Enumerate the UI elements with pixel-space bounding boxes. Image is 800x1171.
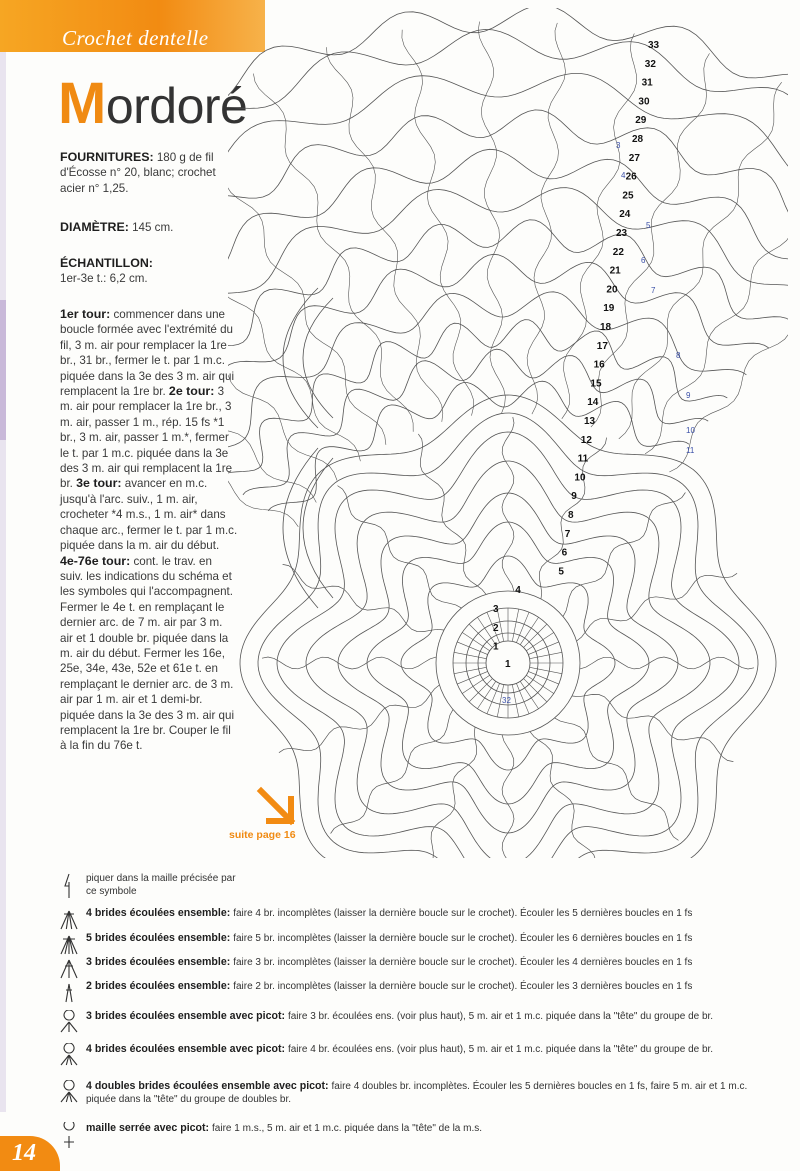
diagram-stitch-line — [526, 632, 553, 650]
diagram-stitch-line — [502, 417, 514, 591]
two-trebles-icon — [58, 980, 80, 1008]
echantillon-label: ÉCHANTILLON: — [60, 256, 153, 270]
legend-item — [58, 1010, 778, 1038]
round-number: 25 — [622, 190, 634, 202]
chain-count-label: 6 — [641, 256, 646, 265]
round-number: 3 — [493, 604, 499, 615]
round-number: 17 — [596, 340, 608, 352]
round-number: 28 — [632, 134, 644, 145]
crochet-diagram — [228, 8, 788, 858]
round2-label: 2e tour: — [168, 384, 215, 399]
legend-description: piquer dans la maille précisée par ce symbole — [86, 873, 236, 897]
page-title — [58, 70, 247, 137]
diagram-stitch-line — [462, 675, 489, 693]
diagram-stitch-line — [591, 53, 710, 427]
round3-text: avancer en m.c. jusqu'à l'arc. suiv., 1 m. air, crocheter *4 m.s., 1 m. air* dans chaque arc., fermer le t. par 1 m.c. piquée dans la m. air du début. — [60, 477, 238, 553]
page-edge — [0, 52, 6, 1112]
legend-description: faire 3 br. écoulées ens. (voir plus haut), 5 m. air et 1 m.c. piquée dans la "tête" du groupe de br. — [287, 1011, 714, 1022]
legend-description: faire 4 br. écoulées ens. (voir plus haut), 5 m. air et 1 m.c. piquée dans la "tête" du groupe de br. — [287, 1044, 714, 1055]
legend-item — [58, 1080, 778, 1108]
diagram-stitch-line — [520, 617, 538, 644]
diagram-stitch-line — [279, 685, 439, 753]
title-rest: ordoré — [105, 78, 248, 134]
round-number: 10 — [574, 472, 586, 484]
diagram-stitch-line — [563, 493, 685, 617]
round-number: 11 — [577, 453, 589, 465]
legend-title: 4 brides écoulées ensemble avec picot: — [86, 1043, 288, 1055]
legend-text — [86, 956, 776, 969]
instructions-block — [60, 307, 238, 754]
diagram-stitch-line — [228, 73, 788, 344]
chain-count-label: 9 — [686, 391, 691, 400]
round-number: 18 — [600, 322, 612, 333]
center-stitch-count: 32 — [502, 696, 511, 705]
echantillon-text: 1er-3e t.: 6,2 cm. — [60, 272, 148, 286]
round-number: 23 — [616, 228, 628, 239]
legend-text — [86, 1010, 776, 1023]
round1-text: commencer dans une boucle formée avec l'extrémité du fil, 3 m. air pour remplacer la 1re br., 31 br., fermer le t. par 1 m.c. piquée dans la 3e des 3 m. air qui remplacent la 1re br. — [60, 308, 235, 399]
diagram-stitch-line — [228, 188, 788, 407]
diagram-stitch-line — [418, 434, 486, 594]
diagram-stitch-line — [502, 735, 514, 858]
page-number-tab — [0, 1136, 60, 1171]
round-number: 21 — [609, 265, 621, 277]
diagram-stitch-line — [528, 671, 558, 684]
diagram-stitch-line — [572, 694, 733, 761]
diagram-stitch-line — [331, 710, 453, 834]
legend-text — [86, 872, 246, 898]
diagram-stitch-line — [577, 573, 737, 641]
legend-title: 2 brides écoulées ensemble: — [86, 980, 234, 992]
legend-description: faire 4 br. incomplètes (laisser la dernière boucle sur le crochet). Écouler les 5 dernières boucles en 1 fs — [233, 908, 693, 919]
round-number: 13 — [584, 416, 596, 427]
round-number: 30 — [638, 96, 650, 108]
three-trebles-picot-icon — [58, 1010, 80, 1038]
diagram-stitch-line — [268, 381, 689, 511]
diagram-stitch-line — [524, 679, 547, 702]
diametre-label: DIAMÈTRE: — [60, 220, 129, 234]
diagram-stitch-line — [477, 681, 495, 708]
diagram-stitch-line — [283, 564, 444, 631]
legend-item — [58, 1043, 778, 1071]
legend-text — [86, 932, 776, 945]
diagram-stitch-line — [253, 74, 413, 432]
round-number: 31 — [641, 77, 653, 89]
diagram-stitch-line — [526, 675, 553, 693]
diagram-stitch-line — [228, 320, 727, 479]
diagram-stitch-line — [530, 652, 562, 658]
round-number: 14 — [587, 397, 599, 409]
title-initial: M — [58, 71, 106, 136]
diametre-block — [60, 220, 238, 235]
diagram-stitch-line — [228, 324, 298, 527]
legend-item — [58, 1122, 778, 1150]
chain-count-label: 4 — [621, 171, 626, 180]
legend-item — [58, 907, 778, 935]
legend-title: 3 brides écoulées ensemble avec picot: — [86, 1010, 288, 1022]
diagram-stitch-line — [512, 685, 518, 717]
round-number: 15 — [590, 378, 602, 390]
legend-description: faire 1 m.s., 5 m. air et 1 m.c. piquée dans la "tête" de la m.s. — [212, 1123, 483, 1134]
chain-count-label: 5 — [646, 221, 651, 230]
legend-title: 3 brides écoulées ensemble: — [86, 956, 234, 968]
page-edge-accent — [0, 300, 6, 440]
diagram-stitch-line — [228, 220, 788, 425]
diagram-stitch-line — [645, 120, 788, 454]
legend-title: 4 brides écoulées ensemble: — [86, 907, 234, 919]
round3-label: 3e tour: — [76, 476, 122, 491]
diagram-stitch-line — [469, 624, 492, 647]
series-title: Crochet dentelle — [62, 26, 209, 50]
round-number: 4 — [515, 585, 521, 597]
legend-description: faire 4 doubles br. incomplètes. Écouler les 5 dernières boucles en 1 fs, faire 5 m. air et 1 m.c. piquée dans la "tête" du groupe de doubles br. — [86, 1081, 748, 1105]
round-number: 2 — [493, 622, 499, 634]
diagram-stitch-line — [457, 642, 487, 655]
four-trebles-icon — [58, 907, 80, 935]
diagram-stitch-line — [228, 149, 788, 390]
round1-label: 1er tour: — [60, 307, 111, 321]
page-number: 14 — [12, 1140, 36, 1166]
legend-title: maille serrée avec picot: — [86, 1122, 213, 1134]
round-number: 29 — [635, 115, 647, 127]
round2-text: 3 m. air pour remplacer la 1re br., 3 m. air, passer 1 m., rép. 15 fs *1 br., 3 m. air, passer 1 m.*, fermer le t. par 1 m.c. piquée dans la 3e des 3 m. air qui remplacent la 1re br. — [60, 385, 233, 491]
diagram-stitch-line — [580, 657, 754, 669]
round-number: 27 — [628, 152, 640, 164]
single-crochet-picot-icon — [58, 1122, 80, 1150]
piquer-icon — [58, 872, 80, 900]
chain-count-label: 10 — [686, 426, 695, 435]
four-trebles-picot-icon — [58, 1043, 80, 1071]
chain-count-label: 3 — [616, 141, 621, 150]
diagram-stitch-line — [524, 624, 547, 647]
diagram-stitch-line — [478, 22, 505, 414]
round-number: 32 — [644, 58, 656, 70]
legend-item — [58, 872, 778, 900]
round-number: 16 — [593, 359, 605, 371]
legend-title: 4 doubles brides écoulées ensemble avec picot: — [86, 1080, 332, 1092]
round-number: 19 — [603, 303, 615, 315]
diagram-stitch-line — [228, 254, 769, 443]
diagram-stitch-line — [528, 642, 558, 655]
diagram-stitch-line — [454, 667, 486, 673]
chain-count-label: 7 — [651, 286, 656, 295]
legend-text — [86, 1080, 776, 1106]
round-number: 5 — [558, 566, 564, 578]
diagram-stitch-line — [228, 8, 788, 310]
legend-text — [86, 907, 776, 920]
diagram-stitch-line — [530, 667, 562, 673]
diagram-stitch-line — [283, 288, 318, 428]
round-number: 6 — [561, 547, 568, 559]
materials-block — [60, 150, 238, 196]
legend-description: faire 2 br. incomplètes (laisser la dernière boucle sur le crochet). Écouler les 3 dernières boucles en 1 fs — [233, 981, 693, 992]
diagram-stitch-line — [512, 609, 518, 641]
legend-description: faire 3 br. incomplètes (laisser la dernière boucle sur le crochet). Écouler les 4 dernières boucles en 1 fs — [233, 957, 693, 968]
diagram-stitch-line — [487, 683, 500, 713]
round-number: 24 — [619, 209, 631, 221]
round-number: 9 — [571, 491, 577, 503]
round-number: 26 — [625, 171, 637, 183]
diagram-stitch-line — [516, 683, 529, 713]
diagram-stitch-line — [262, 657, 436, 669]
round-number: 22 — [612, 246, 624, 258]
diagram-stitch-line — [520, 681, 538, 708]
legend-title: 5 brides écoulées ensemble: — [86, 932, 234, 944]
diagram-stitch-line — [555, 718, 679, 840]
legend-description: faire 5 br. incomplètes (laisser la dernière boucle sur le crochet). Écouler les 6 dernières boucles en 1 fs — [233, 933, 693, 944]
center-round-label: 1 — [505, 659, 511, 670]
diagram-stitch-line — [457, 671, 487, 684]
round-number: 8 — [568, 510, 574, 521]
continued-link[interactable]: suite page 16 — [229, 829, 296, 841]
fournitures-label: FOURNITURES: — [60, 150, 154, 164]
legend-text — [86, 1122, 776, 1135]
round-number: 1 — [493, 641, 499, 653]
round4-text: cont. le trav. en suiv. les indications du schéma et les symboles qui l'accompagnent. Fermer le 4e t. en remplaçant le dernier arc. de 7 m. air par 3 m. air et 1 double br. piquée dans la m. air du début. Fermer les 16e, 25e, 34e, 43e, 52e et 61e t. en remplaçant le dernier arc. de 3 m. air par 1 m. air et 1 demi-br. piquée dans la 3e des 3 m. air qui remplacent la 1re br. Couper le fil à la fin du 76e t. — [60, 554, 235, 753]
round-number: 7 — [564, 528, 571, 540]
echantillon-block — [60, 256, 238, 287]
diagram-stitch-line — [462, 632, 489, 650]
diagram-stitch-line — [338, 486, 462, 608]
round-number: 12 — [580, 434, 592, 446]
round-number: 33 — [648, 40, 660, 51]
chain-count-label: 11 — [686, 446, 695, 455]
chain-count-label: 8 — [676, 351, 681, 360]
legend-text — [86, 1043, 776, 1056]
legend-text — [86, 980, 776, 993]
diagram-stitch-line — [409, 727, 476, 858]
diagram-stitch-line — [228, 260, 316, 502]
round-number: 20 — [606, 284, 618, 296]
legend-item — [58, 980, 778, 1008]
four-double-trebles-picot-icon — [58, 1080, 80, 1108]
diagram-stitch-line — [469, 679, 492, 702]
round4-label: 4e-76e tour: — [60, 553, 131, 568]
diagram-stitch-line — [527, 23, 565, 414]
diametre-text: 145 cm. — [132, 221, 174, 234]
diagram-stitch-line — [454, 652, 486, 658]
diagram-stitch-line — [228, 109, 386, 445]
diagram-stitch-line — [516, 612, 529, 642]
fournitures-text: 180 g de fil d'Écosse n° 20, blanc; crochet acier n° 1,25. — [60, 151, 216, 195]
